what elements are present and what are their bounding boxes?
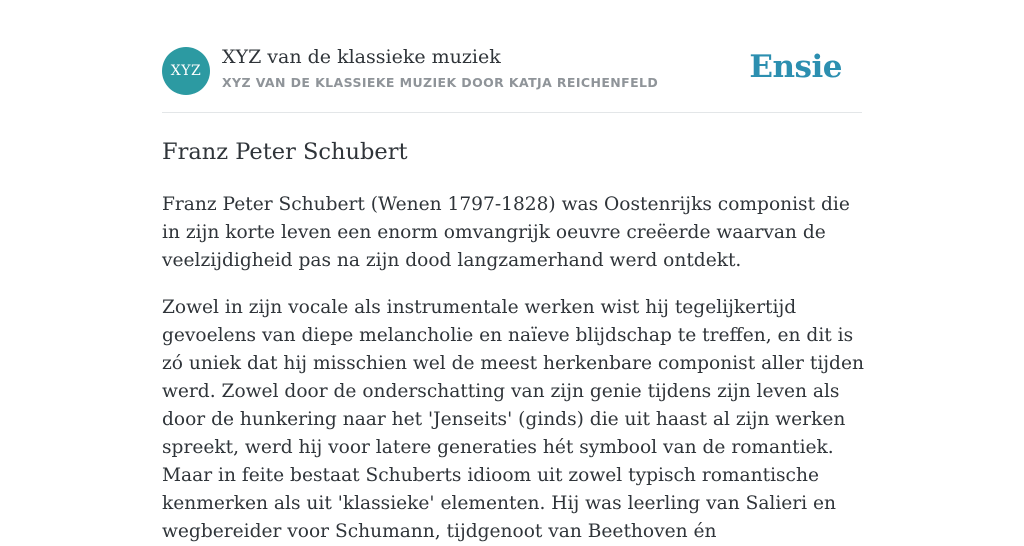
article-paragraph: Zowel in zijn vocale als instrumentale werken wist hij tegelijkertijd gevoelens van diepe melancholie en naïeve blijdschap te treffen, en dit is zó uniek dat hij misschien wel de meest herkenbare componist aller tijden werd. Zowel door de onderschatting van zijn genie tijdens zijn leven als door de hunkering naar het 'Jenseits' (ginds) die uit haast al zijn werken spreekt, werd hij voor latere generaties hét symbool van de romantiek. Maar in feite bestaat Schuberts idioom uit zowel typisch romantische kenmerken als uit 'klassieke' elementen. Hij was leerling van Salieri en wegbereider voor Schumann, tijdgenoot van Beethoven én: [162, 297, 864, 542]
article: [162, 136, 867, 546]
ensie-logo[interactable]: Ensie: [749, 49, 842, 85]
article-title: Franz Peter Schubert: [162, 139, 408, 165]
site-title[interactable]: XYZ van de klassieke muziek: [222, 46, 501, 68]
article-paragraph: Franz Peter Schubert (Wenen 1797-1828) was Oostenrijks componist die in zijn korte leven een enorm omvangrijk oeuvre creëerde waarvan de veelzijdigheid pas na zijn dood langzamerhand werd ontdekt.: [162, 194, 850, 271]
site-badge[interactable]: XYZ: [162, 47, 210, 95]
site-header: [162, 44, 862, 113]
site-subtitle: XYZ VAN DE KLASSIEKE MUZIEK DOOR KATJA REICHENFELD: [222, 75, 659, 90]
